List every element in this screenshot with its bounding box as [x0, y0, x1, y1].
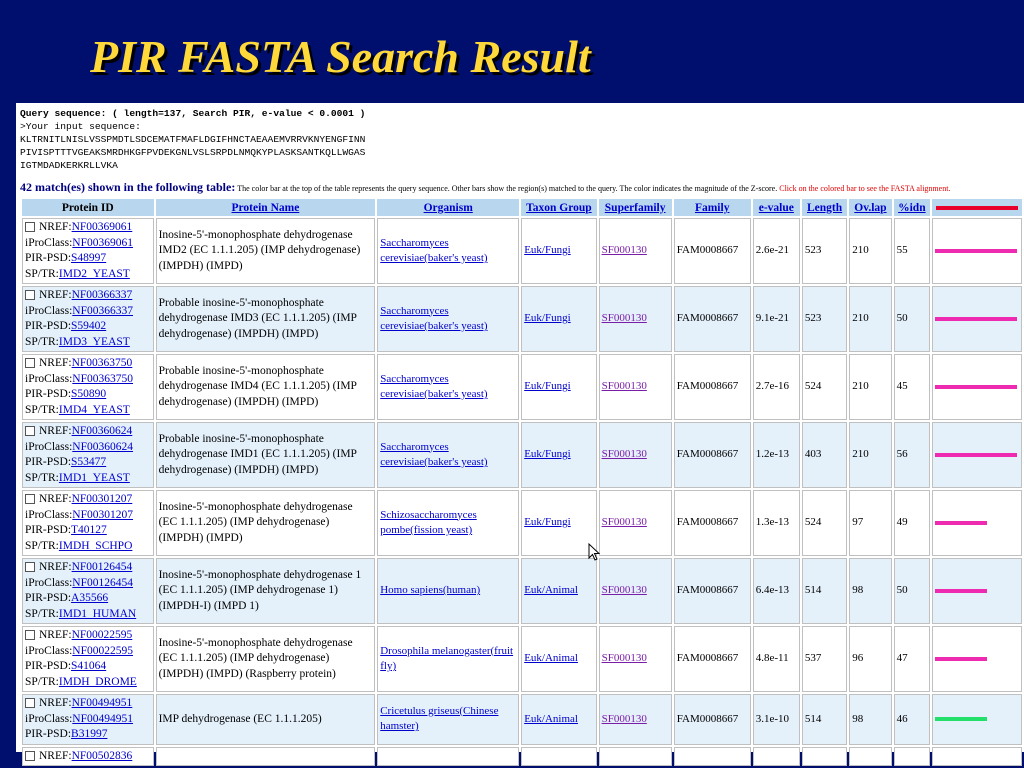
query-header: Query sequence: ( length=137, Search PIR, e-value < 0.0001 ): [20, 108, 366, 119]
id-line: [25, 675, 151, 691]
superfamily-cell: [599, 747, 672, 767]
match-bar-cell: [932, 422, 1022, 488]
family-value: FAM0008667: [674, 694, 751, 745]
organism-cell: [377, 747, 519, 767]
id-link[interactable]: NF00502836: [71, 749, 133, 762]
ovlap-value: [849, 747, 891, 767]
id-label: NREF:: [39, 493, 72, 505]
superfamily-cell: [599, 694, 672, 745]
table-row: [22, 354, 1022, 420]
superfamily-link[interactable]: SF000130: [601, 244, 647, 257]
id-link[interactable]: NF00360624: [71, 425, 133, 437]
match-bar-cell: [932, 490, 1022, 556]
idn-value: 50: [894, 558, 930, 624]
col-protein-id: Protein ID: [22, 199, 154, 216]
taxon-cell: [521, 626, 596, 692]
taxon-cell: [521, 422, 596, 488]
idn-value: [894, 747, 930, 767]
id-label: iProClass:: [25, 304, 73, 317]
length-value: 537: [802, 626, 847, 692]
id-link[interactable]: NF00301207: [72, 508, 133, 521]
id-label: NREF:: [39, 561, 72, 573]
match-bar[interactable]: [935, 657, 987, 661]
id-line: [25, 440, 151, 456]
select-checkbox[interactable]: [25, 222, 35, 232]
id-label: iProClass:: [25, 236, 73, 249]
query-block: [16, 103, 1024, 172]
select-checkbox[interactable]: [25, 358, 35, 368]
id-link[interactable]: NF00301207: [71, 493, 133, 505]
id-link[interactable]: NF00022595: [72, 644, 133, 657]
col-query-bar: [932, 199, 1022, 216]
superfamily-link[interactable]: SF000130: [601, 380, 647, 393]
id-line: [25, 455, 151, 471]
table-row: [22, 747, 1022, 767]
taxon-link[interactable]: Euk/Fungi: [524, 380, 571, 393]
organism-link[interactable]: Schizosaccharomyces pombe(fission yeast): [380, 508, 477, 536]
col-family[interactable]: [674, 199, 751, 216]
family-value: FAM0008667: [674, 558, 751, 624]
match-bar[interactable]: [935, 521, 987, 525]
organism-cell: [377, 286, 519, 352]
id-line: [25, 591, 151, 607]
protein-name: [156, 747, 376, 767]
id-link[interactable]: NF00363750: [72, 372, 133, 385]
superfamily-cell: [599, 354, 672, 420]
taxon-cell: [521, 490, 596, 556]
taxon-cell: [521, 218, 596, 284]
id-label: iProClass:: [25, 440, 73, 453]
select-checkbox[interactable]: [25, 494, 35, 504]
idn-value: 45: [894, 354, 930, 420]
taxon-link[interactable]: Euk/Animal: [524, 712, 578, 725]
id-label: NREF:: [39, 289, 72, 301]
id-line: [25, 492, 151, 508]
id-line: [25, 335, 151, 351]
superfamily-cell: [599, 490, 672, 556]
match-count: 42 match(es) shown in the following table:: [20, 180, 236, 194]
id-link[interactable]: NF00494951: [71, 697, 133, 709]
taxon-cell: [521, 747, 596, 767]
id-label: PIR-PSD:: [25, 728, 72, 740]
id-label: SP/TR:: [25, 539, 59, 552]
sort-family-link[interactable]: Family: [694, 201, 730, 214]
match-bar[interactable]: [935, 589, 987, 593]
taxon-link[interactable]: Euk/Fungi: [524, 244, 571, 257]
id-line: [25, 696, 151, 712]
ovlap-value: 210: [849, 286, 891, 352]
idn-value: 50: [894, 286, 930, 352]
id-label: NREF:: [39, 697, 72, 709]
evalue-value: 4.8e-11: [753, 626, 800, 692]
id-link[interactable]: NF00369061: [72, 236, 133, 249]
id-label: SP/TR:: [25, 267, 59, 280]
superfamily-link[interactable]: SF000130: [601, 712, 647, 725]
id-label: NREF:: [39, 221, 72, 233]
taxon-link[interactable]: Euk/Animal: [524, 584, 578, 597]
protein-id-cell: [22, 286, 154, 352]
family-value: FAM0008667: [674, 626, 751, 692]
id-line: [25, 471, 151, 487]
id-line: [25, 267, 151, 283]
organism-link[interactable]: Saccharomyces cerevisiae(baker's yeast): [380, 440, 488, 468]
protein-id-cell: [22, 490, 154, 556]
id-label: iProClass:: [25, 576, 73, 589]
id-label: PIR-PSD:: [25, 320, 72, 332]
id-line: [25, 560, 151, 576]
length-value: 514: [802, 694, 847, 745]
id-label: SP/TR:: [25, 471, 59, 484]
match-note: The color bar at the top of the table represents the query sequence. Other bars show the region(s) matched to the query. The color indicates the magnitude of the Z-score.: [235, 184, 780, 193]
superfamily-link[interactable]: SF000130: [601, 584, 647, 597]
organism-cell: [377, 490, 519, 556]
protein-id-cell: [22, 626, 154, 692]
id-link[interactable]: IMDH_SCHPO: [58, 539, 133, 552]
id-line: [25, 424, 151, 440]
match-bar[interactable]: [935, 385, 1017, 389]
select-checkbox[interactable]: [25, 426, 35, 436]
id-link[interactable]: NF00360624: [72, 440, 133, 453]
protein-id-cell: [22, 218, 154, 284]
protein-name: Inosine-5'-monophosphate dehydrogenase (EC 1.1.1.205) (IMP dehydrogenase) (IMPDH) (IMPD): [156, 490, 376, 556]
id-link[interactable]: IMD1_HUMAN: [58, 607, 137, 620]
id-label: PIR-PSD:: [25, 252, 72, 264]
col-evalue[interactable]: [753, 199, 800, 216]
match-bar-cell: [932, 626, 1022, 692]
id-link[interactable]: NF00366337: [71, 289, 133, 301]
taxon-link[interactable]: Euk/Fungi: [524, 312, 571, 325]
organism-link[interactable]: Saccharomyces cerevisiae(baker's yeast): [380, 236, 488, 264]
id-link[interactable]: NF00022595: [71, 629, 133, 641]
id-label: iProClass:: [25, 712, 73, 725]
id-label: SP/TR:: [25, 675, 59, 688]
id-link[interactable]: S41064: [71, 660, 107, 672]
col-length[interactable]: [802, 199, 847, 216]
taxon-link[interactable]: Euk/Fungi: [524, 448, 571, 461]
id-line: [25, 539, 151, 555]
mouse-cursor-icon: [588, 543, 600, 561]
taxon-cell: [521, 694, 596, 745]
table-row: [22, 422, 1022, 488]
match-bar-cell: [932, 747, 1022, 767]
query-seq-line: KLTRNITLNISLVSSPMDTLSDCEMATFMAFLDGIFHNCTAEAAEMVRRVKNYENGFINN: [20, 134, 366, 145]
organism-cell: [377, 626, 519, 692]
ovlap-value: 210: [849, 218, 891, 284]
superfamily-cell: [599, 558, 672, 624]
id-line: [25, 304, 151, 320]
id-link[interactable]: B31997: [71, 728, 108, 740]
length-value: 523: [802, 218, 847, 284]
id-label: NREF:: [39, 357, 72, 369]
id-line: [25, 372, 151, 388]
length-value: 524: [802, 490, 847, 556]
select-checkbox[interactable]: [25, 698, 35, 708]
id-link[interactable]: NF00369061: [71, 221, 133, 233]
id-link[interactable]: NF00126454: [71, 561, 133, 573]
match-bar-cell: [932, 354, 1022, 420]
table-row: [22, 286, 1022, 352]
idn-value: 55: [894, 218, 930, 284]
id-label: PIR-PSD:: [25, 524, 72, 536]
superfamily-link[interactable]: SF000130: [601, 516, 647, 529]
sort-length-link[interactable]: Length: [806, 201, 843, 214]
id-line: [25, 251, 151, 267]
col-taxon-group[interactable]: [521, 199, 596, 216]
query-input-label: >Your input sequence:: [20, 121, 141, 132]
length-value: 524: [802, 354, 847, 420]
sort-idn-link[interactable]: %idn: [898, 201, 926, 214]
col-organism[interactable]: [377, 199, 519, 216]
id-line: [25, 288, 151, 304]
id-line: [25, 403, 151, 419]
id-link[interactable]: S59402: [71, 320, 107, 332]
protein-name: Probable inosine-5'-monophosphate dehydrogenase IMD1 (EC 1.1.1.205) (IMP dehydrogenase) (IMPDH) (IMPD): [156, 422, 376, 488]
superfamily-cell: [599, 286, 672, 352]
id-label: PIR-PSD:: [25, 388, 72, 400]
ovlap-value: 98: [849, 558, 891, 624]
table-row: [22, 626, 1022, 692]
ovlap-value: 98: [849, 694, 891, 745]
protein-name: Inosine-5'-monophosphate dehydrogenase IMD2 (EC 1.1.1.205) (IMP dehydrogenase) (IMPDH) (IMPD): [156, 218, 376, 284]
match-bar[interactable]: [935, 717, 987, 721]
id-line: [25, 749, 151, 765]
id-label: SP/TR:: [25, 607, 59, 620]
organism-link[interactable]: Cricetulus griseus(Chinese hamster): [380, 704, 499, 733]
organism-link[interactable]: Drosophila melanogaster(fruit fly): [380, 644, 514, 672]
evalue-value: 6.4e-13: [753, 558, 800, 624]
results-panel: [16, 103, 1024, 762]
family-value: [674, 747, 751, 767]
match-bar-cell: [932, 558, 1022, 624]
protein-id-cell: [22, 747, 154, 767]
evalue-value: 3.1e-10: [753, 694, 800, 745]
id-link[interactable]: T40127: [71, 524, 107, 536]
ovlap-value: 96: [849, 626, 891, 692]
idn-value: 56: [894, 422, 930, 488]
id-label: PIR-PSD:: [25, 660, 72, 672]
taxon-link[interactable]: Euk/Fungi: [524, 516, 571, 529]
evalue-value: 9.1e-21: [753, 286, 800, 352]
id-link[interactable]: IMD4_YEAST: [58, 403, 130, 416]
idn-value: 49: [894, 490, 930, 556]
table-row: [22, 694, 1022, 745]
family-value: FAM0008667: [674, 286, 751, 352]
query-bar: [936, 206, 1018, 210]
protein-name: Inosine-5'-monophosphate dehydrogenase (EC 1.1.1.205) (IMP dehydrogenase) (IMPDH) (IMPD) (Raspberry protein): [156, 626, 376, 692]
id-line: [25, 659, 151, 675]
id-line: [25, 387, 151, 403]
id-label: NREF:: [39, 629, 72, 641]
col-protein-name[interactable]: [156, 199, 376, 216]
superfamily-link[interactable]: SF000130: [601, 448, 647, 461]
id-label: SP/TR:: [25, 335, 59, 348]
taxon-cell: [521, 286, 596, 352]
superfamily-cell: [599, 422, 672, 488]
family-value: FAM0008667: [674, 354, 751, 420]
protein-name: Probable inosine-5'-monophosphate dehydrogenase IMD4 (EC 1.1.1.205) (IMP dehydrogenase) (IMPDH) (IMPD): [156, 354, 376, 420]
col-idn[interactable]: [894, 199, 930, 216]
id-line: [25, 508, 151, 524]
evalue-value: 1.2e-13: [753, 422, 800, 488]
id-line: [25, 319, 151, 335]
id-label: iProClass:: [25, 644, 73, 657]
id-label: PIR-PSD:: [25, 592, 72, 604]
length-value: [802, 747, 847, 767]
organism-link[interactable]: Homo sapiens(human): [380, 584, 481, 597]
sort-superfamily-link[interactable]: Superfamily: [604, 201, 666, 214]
table-row: [22, 490, 1022, 556]
id-link[interactable]: NF00366337: [72, 304, 133, 317]
sort-protein-name-link[interactable]: Protein Name: [231, 201, 300, 214]
ovlap-value: 210: [849, 422, 891, 488]
organism-cell: [377, 558, 519, 624]
id-link[interactable]: NF00494951: [72, 712, 133, 725]
organism-link[interactable]: Saccharomyces cerevisiae(baker's yeast): [380, 304, 488, 332]
superfamily-link[interactable]: SF000130: [601, 652, 647, 665]
length-value: 514: [802, 558, 847, 624]
sort-taxon-link[interactable]: Taxon Group: [526, 201, 592, 214]
id-line: [25, 576, 151, 592]
id-label: NREF:: [39, 749, 72, 762]
evalue-value: [753, 747, 800, 767]
query-seq-line: PIVISPTTTVGEAKSMRDHKGFPVDEKGNLVSLSRPDLNMQKYPLASKSANTKQLLWGAS: [20, 147, 366, 158]
id-link[interactable]: NF00126454: [72, 576, 133, 589]
match-note-link: Click on the colored bar to see the FASTA alignment.: [779, 184, 951, 193]
matches-summary: [20, 180, 1024, 195]
col-superfamily[interactable]: [599, 199, 672, 216]
id-link[interactable]: S50890: [71, 388, 107, 400]
idn-value: 46: [894, 694, 930, 745]
select-checkbox[interactable]: [25, 562, 35, 572]
id-label: NREF:: [39, 425, 72, 437]
family-value: FAM0008667: [674, 218, 751, 284]
protein-id-cell: [22, 422, 154, 488]
id-label: iProClass:: [25, 372, 73, 385]
select-checkbox[interactable]: [25, 751, 35, 761]
taxon-link[interactable]: Euk/Animal: [524, 652, 578, 665]
organism-cell: [377, 422, 519, 488]
match-bar-cell: [932, 218, 1022, 284]
id-line: [25, 727, 151, 743]
slide-title: PIR FASTA Search Result: [90, 31, 591, 82]
id-link[interactable]: A35566: [71, 592, 109, 604]
header-row: [22, 199, 1022, 216]
protein-name: Probable inosine-5'-monophosphate dehydrogenase IMD3 (EC 1.1.1.205) (IMP dehydrogenase) (IMPDH) (IMPD): [156, 286, 376, 352]
organism-cell: [377, 218, 519, 284]
superfamily-cell: [599, 626, 672, 692]
id-line: [25, 523, 151, 539]
select-checkbox[interactable]: [25, 630, 35, 640]
id-line: [25, 712, 151, 728]
id-line: [25, 628, 151, 644]
match-bar-cell: [932, 694, 1022, 745]
organism-cell: [377, 354, 519, 420]
col-ovlap[interactable]: [849, 199, 891, 216]
id-link[interactable]: IMDH_DROME: [58, 675, 137, 688]
ovlap-value: 97: [849, 490, 891, 556]
match-bar[interactable]: [935, 317, 1017, 321]
sort-ovlap-link[interactable]: Ov.lap: [854, 201, 887, 214]
protein-id-cell: [22, 558, 154, 624]
id-link[interactable]: IMD2_YEAST: [58, 267, 130, 280]
match-bar-cell: [932, 286, 1022, 352]
evalue-value: 2.7e-16: [753, 354, 800, 420]
id-link[interactable]: IMD3_YEAST: [58, 335, 130, 348]
family-value: FAM0008667: [674, 422, 751, 488]
match-bar[interactable]: [935, 453, 1017, 457]
protein-name: IMP dehydrogenase (EC 1.1.1.205): [156, 694, 376, 745]
id-link[interactable]: S53477: [71, 456, 107, 468]
results-table: [20, 197, 1024, 768]
length-value: 403: [802, 422, 847, 488]
length-value: 523: [802, 286, 847, 352]
id-link[interactable]: IMD1_YEAST: [58, 471, 130, 484]
protein-id-cell: [22, 354, 154, 420]
family-value: FAM0008667: [674, 490, 751, 556]
table-row: [22, 218, 1022, 284]
taxon-cell: [521, 558, 596, 624]
organism-link[interactable]: Saccharomyces cerevisiae(baker's yeast): [380, 372, 488, 400]
evalue-value: 2.6e-21: [753, 218, 800, 284]
evalue-value: 1.3e-13: [753, 490, 800, 556]
id-line: [25, 236, 151, 252]
protein-id-cell: [22, 694, 154, 745]
superfamily-cell: [599, 218, 672, 284]
organism-cell: [377, 694, 519, 745]
query-seq-line: IGTMDADKERKRLLVKA: [20, 160, 118, 171]
id-label: SP/TR:: [25, 403, 59, 416]
protein-name: Inosine-5'-monophosphate dehydrogenase 1 (EC 1.1.1.205) (IMP dehydrogenase 1) (IMPDH-I) (IMPD 1): [156, 558, 376, 624]
ovlap-value: 210: [849, 354, 891, 420]
idn-value: 47: [894, 626, 930, 692]
table-row: [22, 558, 1022, 624]
id-label: PIR-PSD:: [25, 456, 72, 468]
match-bar[interactable]: [935, 249, 1017, 253]
select-checkbox[interactable]: [25, 290, 35, 300]
id-line: [25, 644, 151, 660]
taxon-cell: [521, 354, 596, 420]
sort-organism-link[interactable]: Organism: [423, 201, 473, 214]
superfamily-link[interactable]: SF000130: [601, 312, 647, 325]
id-label: iProClass:: [25, 508, 73, 521]
id-line: [25, 607, 151, 623]
id-line: [25, 356, 151, 372]
id-link[interactable]: NF00363750: [71, 357, 133, 369]
id-line: [25, 220, 151, 236]
id-link[interactable]: S48997: [71, 252, 107, 264]
sort-evalue-link[interactable]: e-value: [758, 201, 794, 214]
